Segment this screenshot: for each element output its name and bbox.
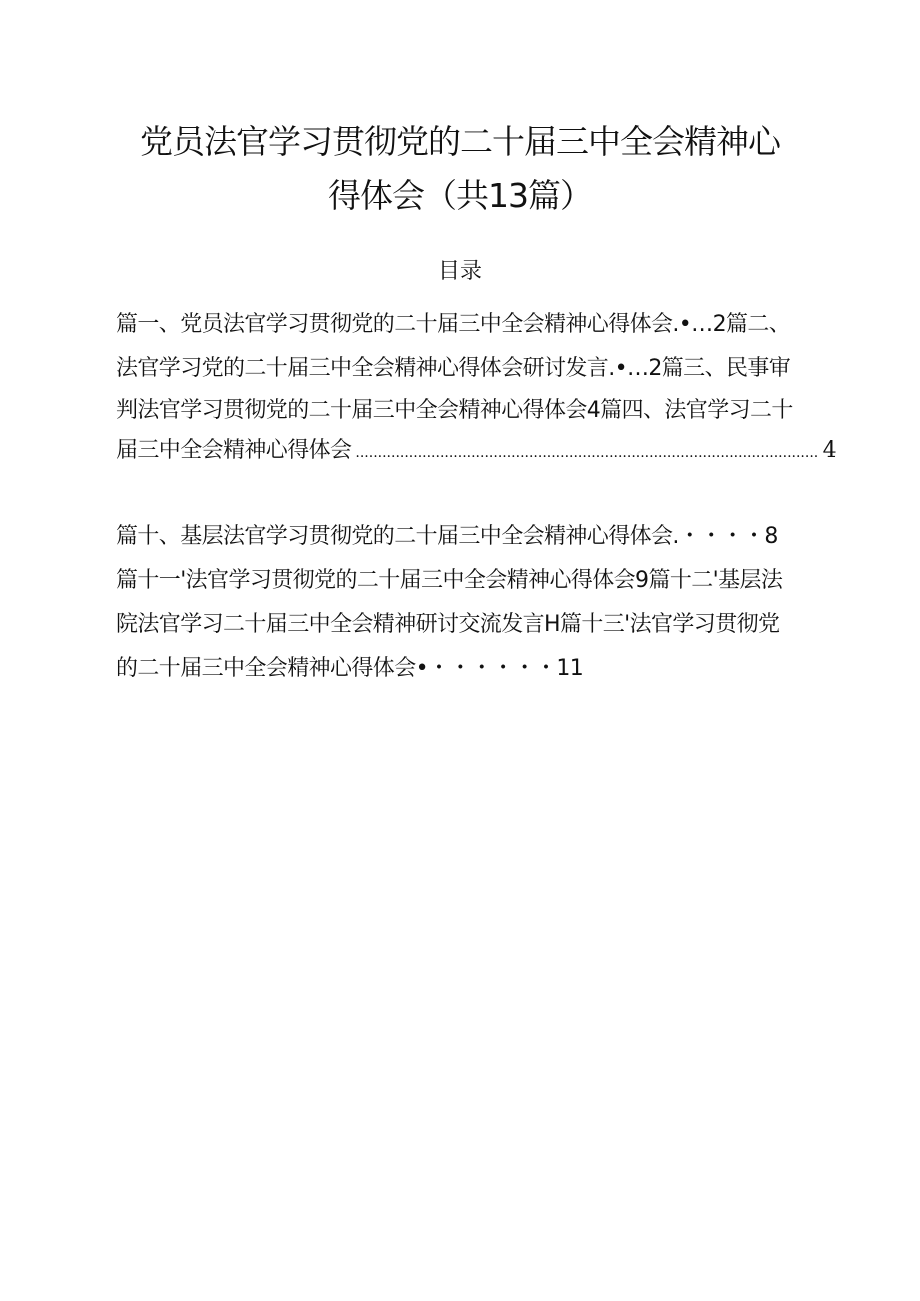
- toc-line: 篇十、基层法官学习贯彻党的二十届三中全会精神心得体会.・・・・8: [116, 524, 778, 549]
- document-title-line-2: 得体会（共13篇）: [328, 176, 592, 215]
- toc-heading: 目录: [437, 259, 482, 284]
- document-title-line-1: 党员法官学习贯彻党的二十届三中全会精神心: [140, 122, 780, 161]
- toc-line: 篇一、党员法官学习贯彻党的二十届三中全会精神心得体会.•…2篇二、: [116, 312, 791, 337]
- toc-line: 院法官学习二十届三中全会精神研讨交流发言H篇十三'法官学习贯彻党: [116, 612, 780, 637]
- toc-line: 的二十届三中全会精神心得体会•・・・・・・11: [116, 656, 584, 681]
- toc-line: [116, 436, 836, 468]
- dot-leader: [355, 438, 816, 468]
- toc-entry-text: 届三中全会精神心得体会: [116, 438, 352, 463]
- toc-page-number: 4: [822, 438, 836, 463]
- toc-line: 法官学习党的二十届三中全会精神心得体会研讨发言.•…2篇三、民事审: [116, 356, 791, 381]
- toc-line: 篇十一'法官学习贯彻党的二十届三中全会精神心得体会9篇十二'基层法: [116, 568, 783, 593]
- toc-line: 判法官学习贯彻党的二十届三中全会精神心得体会4篇四、法官学习二十: [116, 398, 793, 423]
